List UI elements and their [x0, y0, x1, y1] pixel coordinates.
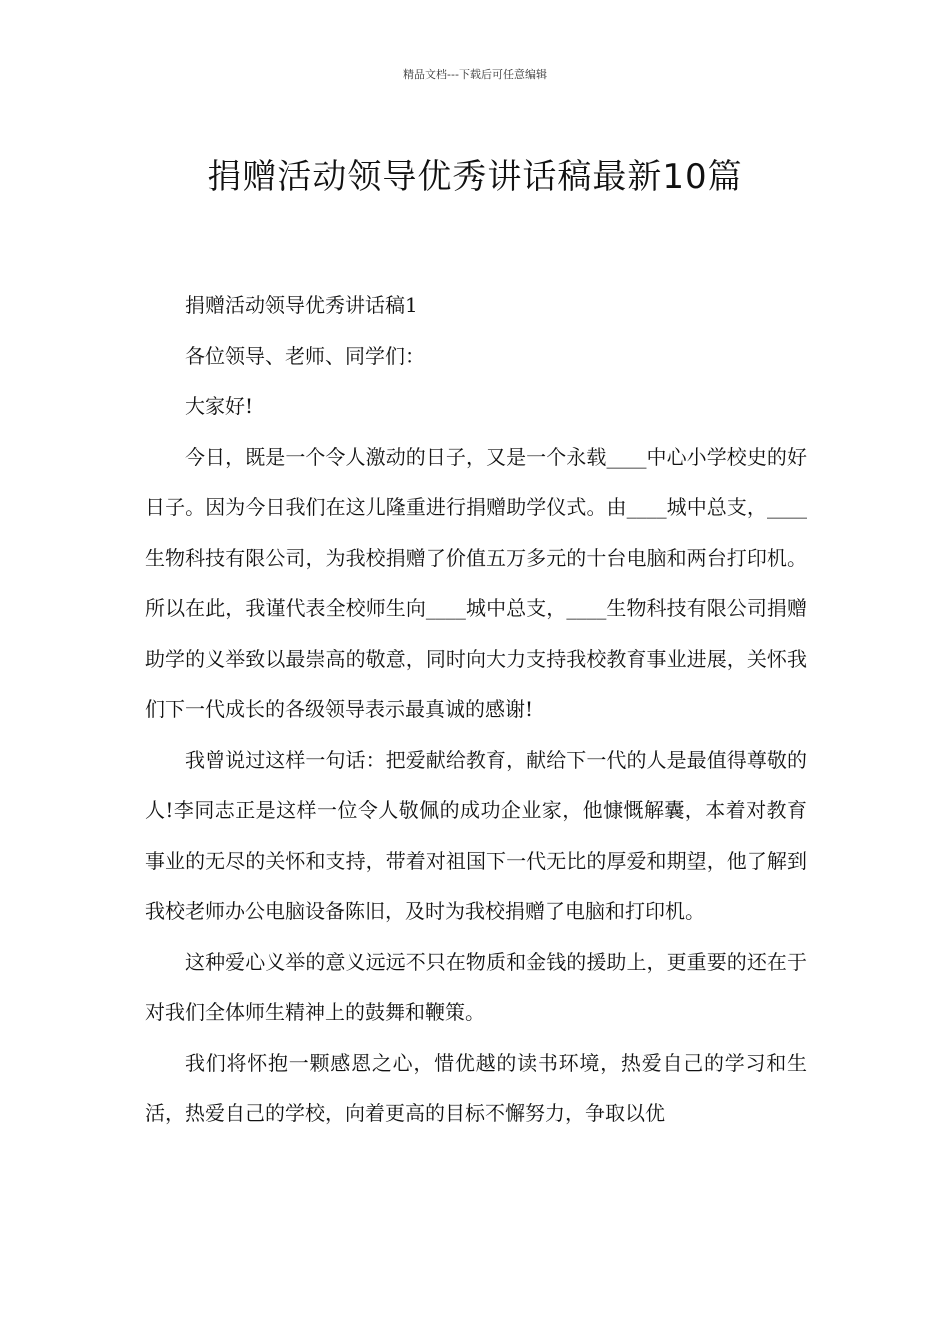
header-note: 精品文档---下载后可任意编辑 — [403, 68, 547, 81]
salutation: 各位领导、老师、同学们： — [185, 343, 425, 368]
body-paragraph: 我曾说过这样一句话：把爱献给教育，献给下一代的人是最值得尊敬的人!李同志正是这样一位令人敬佩的成功企业家，他慷慨解囊，本着对教育事业的无尽的关怀和支持，带着对祖国下一代无比的厚爱和期望，他了解到我校老师办公电脑设备陈旧，及时为我校捐赠了电脑和打印机。 — [145, 747, 807, 923]
body-paragraph: 今日，既是一个令人激动的日子，又是一个永载____中心小学校史的好日子。因为今日我们在这儿隆重进行捐赠助学仪式。由____城中总支，____生物科技有限公司，为我校捐赠了价值五万多元的十台电脑和两台打印机。所以在此，我谨代表全校师生向____城中总支，____生物科技有限公司捐赠助学的义举致以最崇高的敬意，同时向大力支持我校教育事业进展，关怀我们下一代成长的各级领导表示最真诚的感谢! — [145, 444, 807, 721]
body-paragraph: 这种爱心义举的意义远远不只在物质和金钱的援助上，更重要的还在于对我们全体师生精神上的鼓舞和鞭策。 — [145, 949, 807, 1024]
section-heading: 捐赠活动领导优秀讲话稿1 — [185, 293, 418, 317]
document-title: 捐赠活动领导优秀讲话稿最新10篇 — [207, 156, 743, 197]
body-paragraph: 我们将怀抱一颗感恩之心，惜优越的读书环境，热爱自己的学习和生活，热爱自己的学校，向着更高的目标不懈努力，争取以优 — [145, 1050, 807, 1125]
document-body — [145, 280, 807, 1139]
greeting: 大家好! — [185, 394, 254, 418]
